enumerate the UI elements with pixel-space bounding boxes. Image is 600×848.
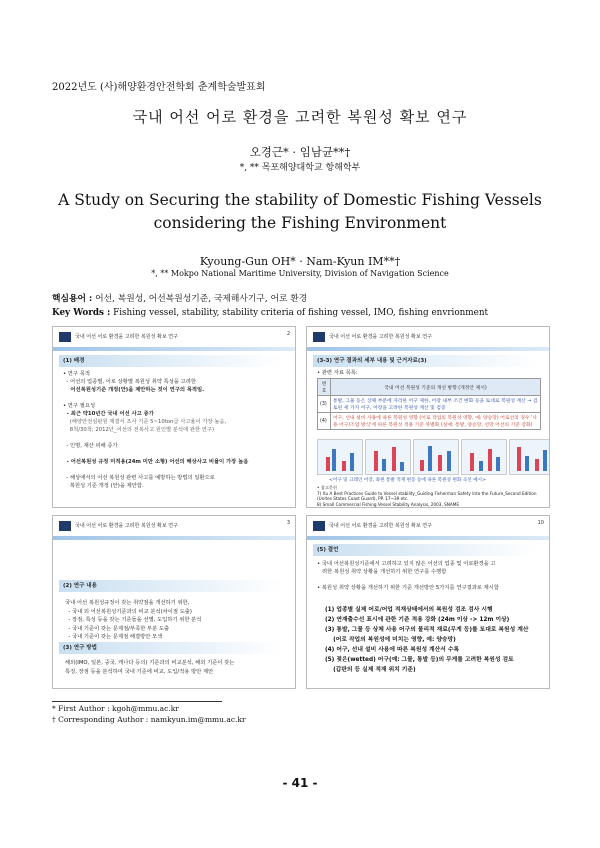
slide-text-line: - 어선의 업종별, 어로 상황별 복원성 취약 특성을 고려한 (63, 379, 197, 385)
korean-affiliation: *, ** 목포해양대학교 항해학부 (239, 163, 361, 173)
slide-text-line: (해양안전심판원 재결서 조사 기준 5~10ton급 사고율이 가장 높음, (63, 419, 227, 425)
slide-band (307, 347, 549, 351)
slide-header (307, 327, 549, 347)
slide-section-method: (3) 연구 방법 (59, 642, 283, 654)
slide-text-line: - 최근 약10년간 국내 어선 사고 증가 (63, 411, 154, 417)
slide-header-title: 국내 어선 어로 환경을 고려한 복원성 확보 연구 (75, 523, 178, 529)
slide-header-title: 국내 어선 어로 환경을 고려한 복원성 확보 연구 (75, 334, 178, 340)
slide-background (52, 326, 296, 508)
slide-text-line: (Unites States Coast Guard), PP. 17~39 etc. (317, 496, 409, 501)
footnote-corresponding-author: † Corresponding Author : namkyun.im@mmu.ac.kr (52, 715, 246, 724)
keywords-ko-label: 핵심용어 : (52, 294, 93, 304)
slide-band (307, 536, 549, 540)
stability-curve-figure (461, 439, 507, 475)
slide-text-line: • 국내 어선복원성기준에서 고려하고 있지 않은 어선의 업종 및 어로환경을 고 (317, 561, 496, 567)
slide-text-line: 복원성 기준 개정 (안)을 제안함. (63, 483, 144, 489)
keywords-ko: 어선, 복원성, 어선복원성기준, 국제해사기구, 어로 환경 (95, 294, 308, 304)
slide-text-line: - 국내 외 어선복원성기준과의 비교 분석(차이점 도출) (65, 608, 192, 615)
slide-number: 10 (537, 520, 544, 526)
slide-logo-icon (59, 332, 71, 342)
slide-results-detail (306, 326, 550, 508)
slide-text-line: • 연구 필요성 (63, 403, 96, 409)
slide-number: 2 (286, 331, 290, 337)
slide-text-line: (2) 연재출수선 표시에 관한 기준 적용 강화 (24m 이상 -> 12m 이상) (325, 617, 510, 623)
stability-curve-figures (317, 439, 550, 475)
slide-number: 3 (286, 520, 290, 526)
slide-header (53, 327, 295, 347)
slide-text-line: (4) 어구, 선내 설비 사용에 따른 복원성 계산서 수록 (325, 647, 460, 653)
slide-text-line: (어로 작업의 복원성에 미치는 영향, 예: 양승망) (325, 637, 456, 643)
slide-header (53, 516, 295, 536)
slide-text-line: • 복원성 취약 상황을 개선하기 위한 기준 개선방안 5가지를 연구결과로 제시함 (317, 585, 499, 591)
improvement-table (317, 378, 541, 430)
english-authors: Kyoung-Gun OH* · Nam-Kyun IM**† (199, 255, 401, 268)
slide-text-line: 해외(IMO, 일본, 중국, 캐나다 등의) 기준과의 비교분석, 해외 기준이 갖는 (65, 660, 235, 666)
english-affiliation: *, ** Mokpo National Maritime University, Division of Navigation Science (151, 269, 449, 278)
table-cell: 어구, 선내 설비 사용에 따른 복원성 영향 (어로 작업의 복원성 영향, 예: 양승망) 어로선의 경우 '사용 어구/조업 방식'에 따른 복원성 적용 기준 차별화 (실예: 통발, 양승망, 선망 어선의 기준 강화) (331, 413, 541, 430)
slide-text-line: • 참고문헌 (317, 485, 337, 490)
table-header-no: 번호 (318, 379, 331, 396)
slide-text-line: - 인명, 재산 피해 증가 (63, 443, 118, 449)
slide-text-line: (3) 통발, 그물 등 상체 사용 어구의 물리적 재료(무게 등)를 토대로 복원성 계산 (325, 627, 529, 633)
slide-section: (1) 배경 (59, 355, 283, 367)
table-header-direction: 국내 어선 복원성 기준의 개선 방향 (개정안 제시) (331, 379, 541, 396)
slide-text-line: - 장점, 특성 등을 갖는 기준들을 선별, 도입하기 위한 분석 (65, 617, 202, 623)
slide-text-line: 어선복원성기준 개정(안)을 제안하는 것이 연구의 목적임. (63, 387, 205, 393)
slide-section: (3-3) 연구 결과의 세부 내용 및 근거자료(3) (313, 355, 537, 367)
slide-text-line: 8) Small Commercial Fishing Vessel Stability Analysis, 2003, SNAME (317, 501, 460, 507)
slide-intro: • 관련 자료 목록: (317, 370, 358, 376)
slide-text-line: • 연구 목적 (63, 371, 90, 377)
slide-text-line: 7) Xu A Best Practices Guide to Vessel stability_Guiding Fisherman Safety Into the Future_Second Edition (317, 490, 537, 496)
slide-conclusion (306, 515, 550, 689)
slide-text-line: 려한 복원성 취약 상황을 개선하기 위한 연구를 수행함 (317, 569, 447, 575)
conference-name: 2022년도 (사)해양환경안전학회 춘계학술발표회 (52, 82, 266, 93)
slide-text-line: (5) 젖은(wetted) 어구(예: 그물, 통발 등)의 무게를 고려한 복원성 검토 (325, 657, 514, 663)
slide-header-title: 국내 어선 어로 환경을 고려한 복원성 확보 연구 (329, 523, 432, 529)
slide-header (307, 516, 549, 536)
slide-text-line: (갑판의 등 실제 적재 위치 기준) (325, 667, 416, 673)
figure-caption: <어구 및 크레인 어장, 좌현 통발 적재 변동 등에 따른 복원성 변화 곡선 예시> (329, 478, 486, 483)
keywords-block (52, 292, 488, 320)
keywords-en-label: Key Words : (52, 308, 111, 318)
table-cell: (4) (318, 413, 331, 430)
slide-text-line: 8척/30척; 2012년_어선의 전복사고 원인별 분석에 관한 연구) (63, 427, 215, 433)
page-number: - 41 - (282, 776, 318, 790)
table-cell: 통발, 그물 등은 상체 부분에 자리한 어구 제한, 어장 내부 조건 변화 등을 토대로 복원성 계산 → 검토된 세 가지 어구, 어장을 고려한 복원성 계산 및 검증 (331, 396, 541, 413)
slide-research-content (52, 515, 296, 689)
slide-text-line: - 어선복원성 규정 미적용(24m 미만 소형) 어선의 해상사고 비율이 가장 높음 (63, 459, 249, 465)
slide-text-line: 특징, 장점 등을 분석하여 국내 기준에 비교, 도입/적용 방안 제안 (65, 668, 214, 675)
slide-section: (2) 연구 내용 (59, 580, 283, 592)
slide-header-title: 국내 어선 어로 환경을 고려한 복원성 확보 연구 (329, 334, 432, 340)
slide-text-line: 국내 어선 복원성규정이 갖는 취약점을 개선하기 위한, (65, 600, 190, 606)
keywords-en: Fishing vessel, stability, stability criteria of fishing vessel, IMO, fishing envrionment (113, 308, 489, 318)
slide-logo-icon (313, 332, 325, 342)
slide-text-line: - 국내 기준이 갖는 문제점/부족한 부분 도출 (65, 625, 170, 632)
stability-curve-figure (413, 439, 459, 475)
stability-curve-figure (509, 439, 550, 475)
slide-band (53, 536, 295, 540)
footnote-divider (52, 701, 222, 702)
stability-curve-figure (317, 439, 363, 475)
stability-curve-figure (365, 439, 411, 475)
slide-logo-icon (59, 521, 71, 531)
english-title: A Study on Securing the stability of Domestic Fishing Vessels considering the Fishing Environment (58, 191, 542, 232)
korean-authors: 오경근* · 임남균**† (249, 145, 351, 159)
table-cell: (3) (318, 396, 331, 413)
slide-logo-icon (313, 521, 325, 531)
slide-text-line: (1) 업종별 실제 어로/어업 적재상태에서의 복원성 검조 검사 시행 (325, 607, 493, 613)
slide-text-line: - 해상에서의 어선 복원성 관련 사고를 예방하는 방법의 일환으로 (63, 475, 215, 481)
slide-section: (5) 결언 (313, 544, 537, 556)
slide-text-line: - 국내 기준이 갖는 문제점 해결방안 모색 (65, 634, 163, 640)
footnote-first-author: * First Author : kgoh@mmu.ac.kr (52, 704, 179, 713)
korean-title: 국내 어선 어로 환경을 고려한 복원성 확보 연구 (132, 108, 468, 126)
slide-band (53, 347, 295, 351)
